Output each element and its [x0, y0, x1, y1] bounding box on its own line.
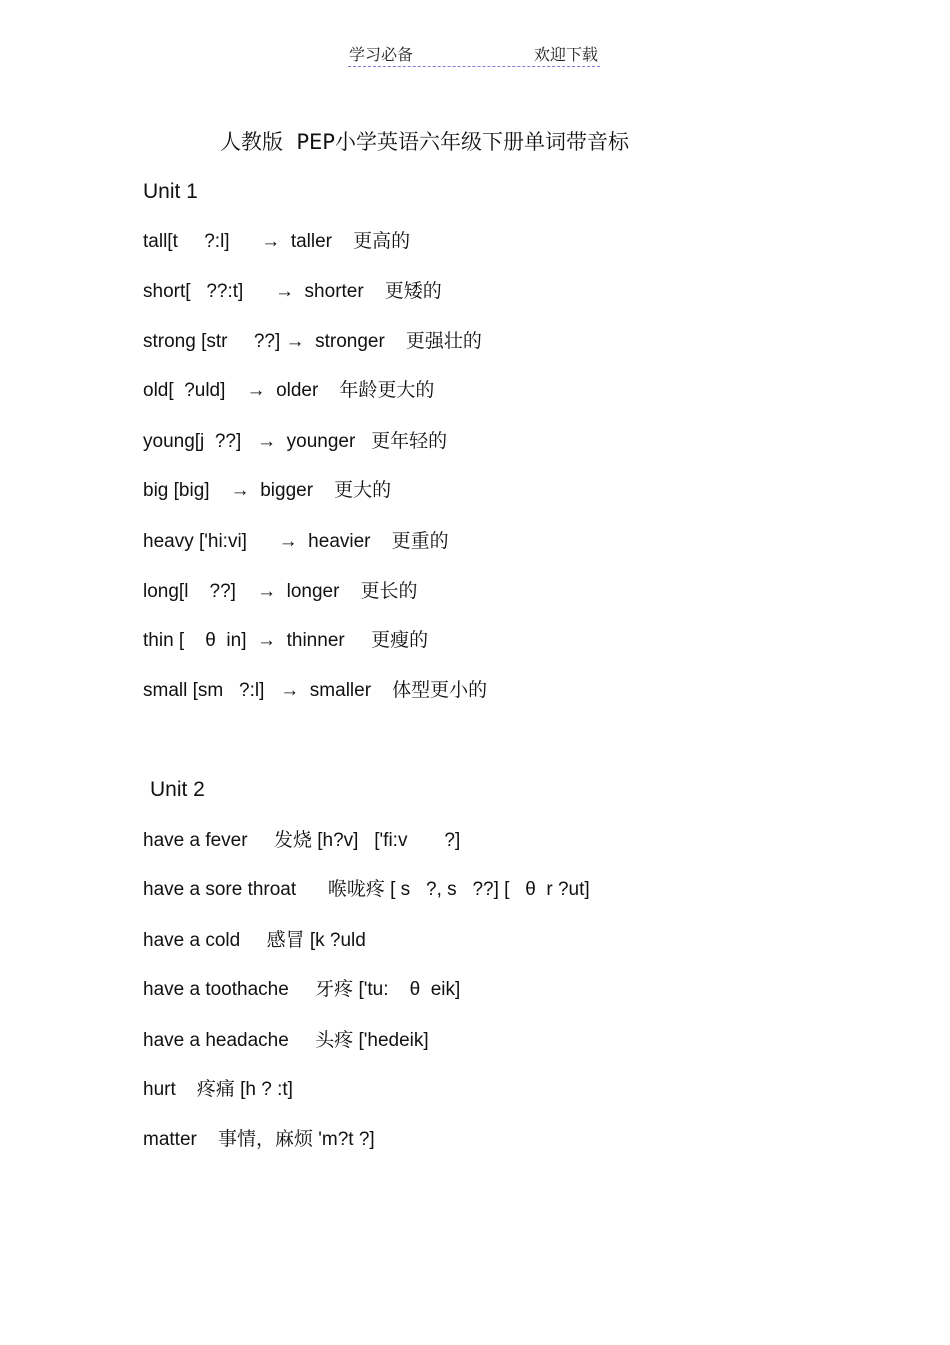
vocab-row: hurt 疼痛 [h ? :t] [143, 1079, 293, 1100]
vocab-row: thin [ θ in] → thinner 更瘦的 [143, 630, 429, 651]
page-header [348, 42, 600, 67]
vocab-row: matter 事情，麻烦 'm?t ?] [143, 1129, 375, 1150]
header-left-text: 学习必备 [349, 45, 414, 64]
vocab-row: heavy ['hi:vi] → heavier 更重的 [143, 531, 449, 552]
vocab-row: young[j ??] → younger 更年轻的 [143, 431, 448, 452]
vocab-row: have a headache 头疼 ['hedeik] [143, 1030, 429, 1051]
vocab-row: have a toothache 牙疼 ['tu: θ eik] [143, 979, 461, 1000]
document-title: 人教版 PEP小学英语六年级下册单词带音标 [220, 130, 629, 154]
vocab-row: tall[t ?:l] → taller 更高的 [143, 231, 411, 252]
unit-1-heading: Unit 1 [143, 180, 198, 203]
vocab-row: have a sore throat 喉咙疼 [ s ?, s ??] [ θ r ?ut] [143, 879, 590, 900]
vocab-row: small [sm ?:l] → smaller 体型更小的 [143, 680, 488, 701]
vocab-row: have a cold 感冒 [k ?uld [143, 930, 366, 951]
unit-2-heading: Unit 2 [150, 778, 205, 801]
vocab-row: short[ ??:t] → shorter 更矮的 [143, 281, 442, 302]
vocab-row: long[l ??] → longer 更长的 [143, 581, 418, 602]
vocab-row: old[ ?uld] → older 年龄更大的 [143, 380, 435, 401]
vocab-row: strong [str ??] → stronger 更强壮的 [143, 331, 482, 352]
vocab-row: have a fever 发烧 [h?v] ['fi:v ?] [143, 830, 461, 851]
vocab-row: big [big] → bigger 更大的 [143, 480, 392, 501]
header-right-text: 欢迎下载 [533, 45, 598, 64]
